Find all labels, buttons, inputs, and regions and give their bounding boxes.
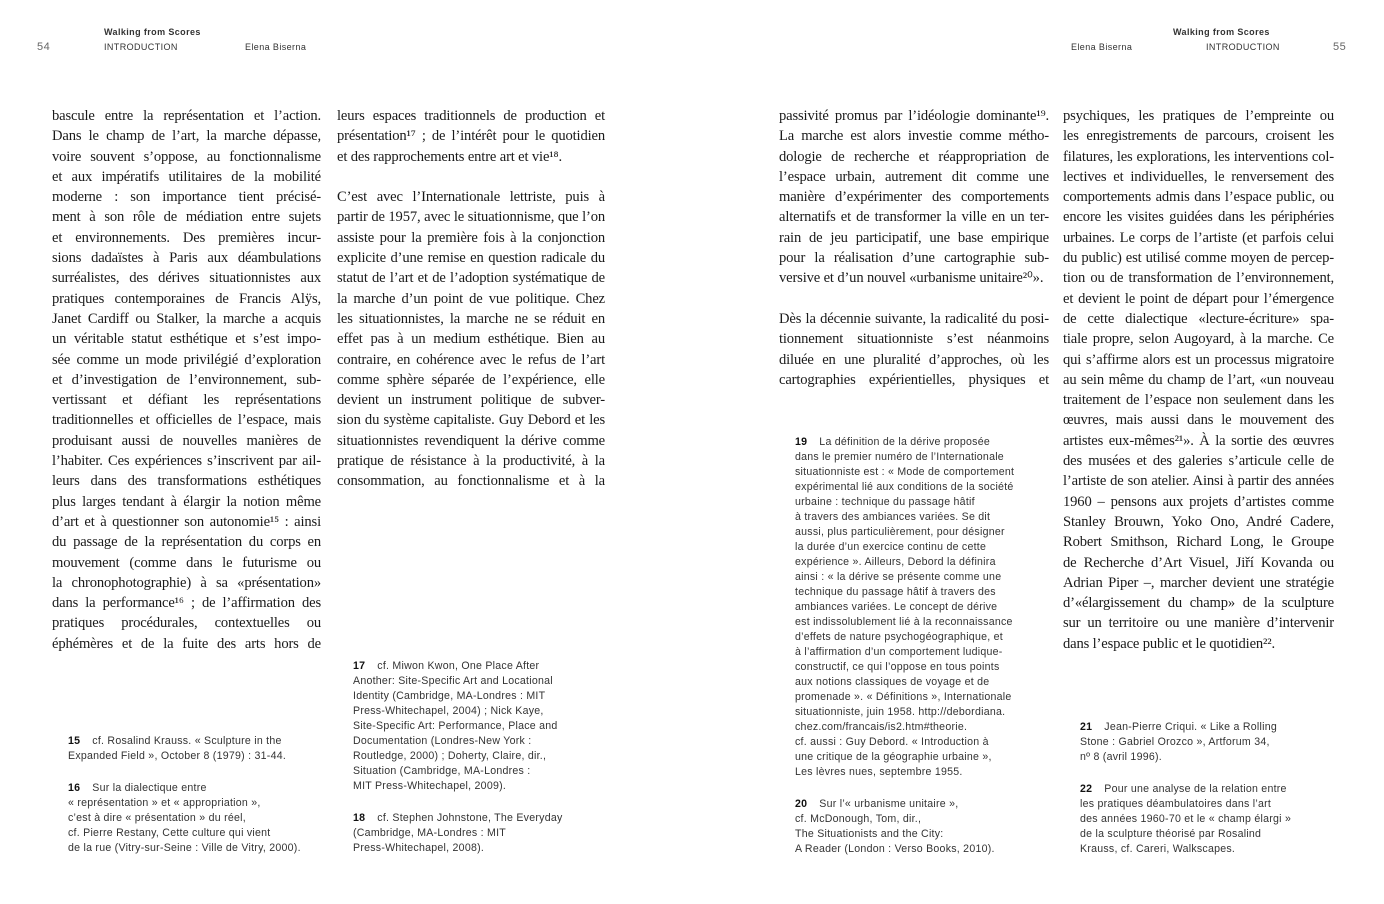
footnote-15 <box>68 734 286 764</box>
footnote-line: ainsi : « la dérive se présente comme une <box>795 571 1002 583</box>
footnote-line: promenade ». « Définitions », Internationale <box>795 691 1012 703</box>
text-line: leurs espaces traditionnels de production et <box>337 108 605 124</box>
footnote-18 <box>353 811 563 856</box>
footnote-line: Krauss, cf. Careri, Walkscapes. <box>1080 843 1236 855</box>
footnote-line <box>353 811 563 826</box>
paragraph <box>779 309 1049 390</box>
author-left: Elena Biserna <box>245 42 307 52</box>
text-line: filatures, les explorations, les interventions col- <box>1063 148 1334 165</box>
text-line: statut de l’art et de l’adoption systématique de <box>337 270 605 287</box>
text-line: pratiques contemporaines de Francis Alÿs, <box>52 290 321 307</box>
footnote-line: cf. Pierre Restany, Cette culture qui vient <box>68 827 271 839</box>
text-line: traditionnelles et officielles de l’espace, mais <box>52 412 321 429</box>
text-line: passivité promus par l’idéologie dominante¹⁹. <box>779 108 1049 124</box>
footnote-line: dans le premier numéro de l’Internationale <box>795 451 1004 463</box>
text-line: pratiques procédurales, contextuelles ou <box>52 615 321 632</box>
footnote-line: Press-Whitechapel, 2008). <box>353 842 485 854</box>
text-line: manière d’expérimenter des comportements <box>779 189 1049 206</box>
footnote-19 <box>795 435 1014 780</box>
footnote-line: constructif, ce qui l’oppose en tous points <box>795 661 1000 673</box>
page-number-left: 54 <box>37 41 51 53</box>
text-line: et aux impératifs utilitaires de la mobilité <box>52 168 321 185</box>
footnote-line: Another: Site-Specific Art and Locational <box>353 675 553 687</box>
footnote-number: 21 <box>1080 721 1093 733</box>
body-column-3 <box>779 106 1049 410</box>
text-line: C’est avec l’Internationale lettriste, puis à <box>337 189 605 206</box>
section-title-right: INTRODUCTION <box>1206 42 1280 52</box>
footnote-number: 20 <box>795 798 808 810</box>
text-line: comme sphère séparée de l’expérience, elle <box>337 371 605 388</box>
footnote-line: les pratiques déambulatoires dans l’art <box>1080 798 1272 810</box>
text-line: qui s’affirme alors est un processus migratoire <box>1063 351 1334 368</box>
footnote-line <box>795 435 1014 450</box>
footnote-line: des années 1960-70 et le « champ élargi » <box>1080 813 1292 825</box>
section-title-left: INTRODUCTION <box>104 42 178 52</box>
author-right: Elena Biserna <box>1071 42 1133 52</box>
text-line: éphémères et de la fuite des arts hors de <box>52 635 321 652</box>
text-line: sur un territoire ou une manière d’intervenir <box>1063 615 1334 632</box>
text-line: les situationnistes, la marche ne se réduit en <box>337 310 605 327</box>
text-line: Dans le champ de l’art, la marche dépasse, <box>52 128 321 145</box>
text-line: dans l’espace public et le quotidien²². <box>1063 635 1276 652</box>
text-line: du public) est utilisé comme moyen de percep- <box>1063 250 1334 267</box>
footnote-text: Pour une analyse de la relation entre <box>1104 783 1287 795</box>
footnote-text: La définition de la dérive proposée <box>819 436 991 448</box>
footnote-line: Identity (Cambridge, MA-Londres : MIT <box>353 690 546 702</box>
footnote-text: cf. Rosalind Krauss. « Sculpture in the <box>92 735 282 747</box>
footnote-line: de la sculpture théorisé par Rosalind <box>1080 828 1262 840</box>
text-line: et d’investigation de l’environnement, sub- <box>52 371 321 388</box>
text-line: la marche d’un point de vue politique. Chez <box>337 290 605 307</box>
text-line: diluée en une pluralité d’approches, où les <box>779 351 1049 368</box>
text-line: explicite d’une remise en question radicale du <box>337 250 605 267</box>
text-line: sions dadaïstes à Paris aux déambulations <box>52 250 321 267</box>
paragraph <box>337 187 605 491</box>
text-line: Robert Smithson, Richard Long, le Groupe <box>1063 534 1334 551</box>
footnote-line: cf. aussi : Guy Debord. « Introduction à <box>795 736 989 748</box>
text-line: d’«élargissement du champ» de la sculpture <box>1063 595 1334 612</box>
text-line: les enregistrements de parcours, croisent les <box>1063 128 1334 145</box>
text-line: Stanley Brouwn, Yoko Ono, André Cadere, <box>1063 513 1334 530</box>
text-line: partir de 1957, avec le situationnisme, que l’on <box>337 209 605 226</box>
text-line: la chronophotographie) à sa «présentation» <box>52 574 321 591</box>
text-line: 1960 – pensons aux projets d’artistes comme <box>1063 493 1334 510</box>
text-line: assiste pour la première fois à la conjonction <box>337 229 605 246</box>
book-title-right: Walking from Scores <box>1173 27 1270 37</box>
footnote-20 <box>795 797 995 857</box>
footnote-line: technique du passage hâtif à travers des <box>795 586 996 598</box>
text-line: l’artiste de son atelier. Ainsi à partir des années <box>1063 473 1334 490</box>
text-line: urbaines. Le corps de l’artiste (et parfois celui <box>1063 229 1334 246</box>
footnote-21 <box>1080 720 1277 765</box>
footnote-line: A Reader (London : Verso Books, 2010). <box>795 843 995 855</box>
text-line: au sein même du champ de l’art, «un nouveau <box>1063 371 1334 388</box>
footnote-line <box>68 734 286 749</box>
text-line: l’habiter. Ces expériences s’inscrivent par ail- <box>52 453 321 470</box>
footnote-line: de la rue (Vitry-sur-Seine : Ville de Vitry, 2000). <box>68 842 301 854</box>
text-line: effet pas à un medium esthétique. Bien au <box>337 331 605 348</box>
text-line: et devient le point de départ pour l’émergence <box>1063 290 1334 307</box>
text-line: tiale propre, selon Augoyard, à la marche. Ce <box>1063 331 1334 348</box>
footnote-line: (Cambridge, MA-Londres : MIT <box>353 827 507 839</box>
footnote-line <box>68 781 301 796</box>
footnote-line: MIT Press-Whitechapel, 2009). <box>353 780 507 792</box>
text-line: comportements admis dans l’espace public, ou <box>1063 189 1334 206</box>
footnote-line: à l’affirmation d’un comportement ludique- <box>795 646 1003 658</box>
text-line: voire souvent s’oppose, au fonctionnalisme <box>52 148 321 165</box>
text-line: Adrian Piper –, marcher devient une stratégie <box>1063 574 1334 591</box>
footnote-line: « représentation » et « appropriation », <box>68 797 261 809</box>
footnote-text: cf. Stephen Johnstone, The Everyday <box>377 812 563 824</box>
paragraph <box>52 106 321 654</box>
footnote-line <box>795 797 995 812</box>
body-column-4 <box>1063 106 1334 674</box>
text-line: sion du système capitaliste. Guy Debord et les <box>337 412 605 429</box>
text-line: produisant aussi de nouvelles manières de <box>52 432 321 449</box>
footnote-line: est indissolublement lié à la reconnaissance <box>795 616 1013 628</box>
footnote-line: chez.com/francais/is2.htm#theorie. <box>795 721 968 733</box>
footnote-line: la durée d’un exercice continu de cette <box>795 541 987 553</box>
text-line: Janet Cardiff ou Stalker, la marche a acquis <box>52 310 321 327</box>
text-line: alternatifs et de transformer la ville en un ter- <box>779 209 1049 226</box>
text-line: mouvement (comme dans le futurisme ou <box>52 554 321 571</box>
page-number-right: 55 <box>1333 41 1347 53</box>
text-line: situationnistes revendiquent la dérive comme <box>337 432 605 449</box>
paragraph <box>1063 106 1334 654</box>
footnote-line <box>353 659 558 674</box>
footnote-line: Site-Specific Art: Performance, Place and <box>353 720 558 732</box>
text-line: présentation¹⁷ ; de l’intérêt pour le quotidien <box>337 128 605 145</box>
footnote-line: ambiances variées. Le concept de dérive <box>795 601 998 613</box>
footnote-line: situationniste est : « Mode de comportement <box>795 466 1015 478</box>
footnote-line: Press-Whitechapel, 2004) ; Nick Kaye, <box>353 705 544 717</box>
paragraph <box>779 106 1049 289</box>
footnote-line: cf. McDonough, Tom, dir., <box>795 813 922 825</box>
text-line: consommation, au fonctionnalisme et à la <box>337 473 605 490</box>
paragraph <box>337 106 605 167</box>
footnote-text: Jean-Pierre Criqui. « Like a Rolling <box>1104 721 1277 733</box>
text-line: Dès la décennie suivante, la radicalité du posi- <box>779 310 1049 327</box>
text-line: encore les visites guidées dans les périphéries <box>1063 209 1334 226</box>
text-line: cartographies expérientielles, physiques et <box>779 371 1049 388</box>
body-column-1 <box>52 106 321 674</box>
footnote-line: c’est à dire « présentation » du réel, <box>68 812 246 824</box>
footnote-text: cf. Miwon Kwon, One Place After <box>377 660 540 672</box>
text-line: d’art et à questionner son autonomie¹⁵ : ainsi <box>52 513 321 530</box>
text-line: et environnements. Des premières incur- <box>52 229 321 246</box>
text-line: œuvres, mais aussi dans le mouvement des <box>1063 412 1334 429</box>
text-line: vertissant et défiant les représentations <box>52 392 321 409</box>
text-line: plus larges tendant à élargir la notion même <box>52 493 321 510</box>
footnote-line: Situation (Cambridge, MA-Londres : <box>353 765 531 777</box>
footnote-text: Sur la dialectique entre <box>92 782 207 794</box>
text-line: pour la réalisation d’une cartographie sub- <box>779 250 1049 267</box>
text-line: versive et d’un nouvel «urbanisme unitaire²⁰». <box>779 270 1044 287</box>
text-line: artistes eux-mêmes²¹». À la sortie des œuvres <box>1063 432 1334 449</box>
text-line: ment à son rôle de médiation entre sujets <box>52 209 321 226</box>
text-line: pratique de résistance à la productivité, à la <box>337 453 605 470</box>
footnote-number: 19 <box>795 436 808 448</box>
footnote-line: nº 8 (avril 1996). <box>1080 751 1162 763</box>
text-line: l’espace urbain, autrement dit comme une <box>779 168 1049 185</box>
footnote-number: 18 <box>353 812 366 824</box>
text-line: et des rapprochements entre art et vie¹⁸. <box>337 148 562 165</box>
footnote-line <box>1080 782 1291 797</box>
text-line: leurs dans des transformations esthétiques <box>52 473 321 490</box>
text-line: de Recherche d’Art Visuel, Jiří Kovanda ou <box>1063 554 1334 571</box>
footnote-line: Stone : Gabriel Orozco », Artforum 34, <box>1080 736 1270 748</box>
text-line: surréalistes, des dérives situationnistes aux <box>52 270 321 287</box>
body-column-2 <box>337 106 605 512</box>
text-line: sée comme un mode privilégié d’exploration <box>52 351 321 368</box>
footnote-line: Routledge, 2000) ; Doherty, Claire, dir., <box>353 750 547 762</box>
footnote-line: aux notions classiques de voyage et de <box>795 676 990 688</box>
footnote-number: 15 <box>68 735 81 747</box>
footnote-line: The Situationists and the City: <box>795 828 944 840</box>
text-line: devient un instrument politique de subver- <box>337 392 605 409</box>
footnote-17 <box>353 659 558 794</box>
text-line: bascule entre la représentation et l’action. <box>52 108 321 124</box>
text-line: dans la performance¹⁶ ; de l’affirmation des <box>52 595 321 612</box>
footnote-line: expérience ». Ailleurs, Debord la définira <box>795 556 996 568</box>
text-line: lectives et individuelles, le renversement des <box>1063 168 1334 185</box>
footnote-number: 22 <box>1080 783 1093 795</box>
footnote-22 <box>1080 782 1291 857</box>
footnote-line: à travers des ambiances variées. Se dit <box>795 511 991 523</box>
text-line: contraire, en cohérence avec le refus de l’art <box>337 351 605 368</box>
footnote-line: Les lèvres nues, septembre 1955. <box>795 766 963 778</box>
text-line: des musées et des galeries s’articule celle de <box>1063 453 1334 470</box>
text-line: La marche est alors investie comme métho- <box>779 128 1049 145</box>
text-line: rain de jeu participatif, une base empirique <box>779 229 1049 246</box>
footnote-text: Sur l’« urbanisme unitaire », <box>819 798 959 810</box>
footnote-line: Expanded Field », October 8 (1979) : 31-44. <box>68 750 287 762</box>
text-line: traitement de l’espace non seulement dans les <box>1063 392 1334 409</box>
footnote-line: d’effets de nature psychogéographique, et <box>795 631 1003 643</box>
text-line: tion ou de transformation de l’environnement, <box>1063 270 1334 287</box>
footnote-line: une critique de la géographie urbaine », <box>795 751 992 763</box>
text-line: tionnement situationniste s’est néanmoins <box>779 331 1049 348</box>
footnote-line: urbaine : technique du passage hâtif <box>795 496 975 508</box>
footnote-line: Documentation (Londres-New York : <box>353 735 532 747</box>
footnote-line <box>1080 720 1277 735</box>
text-line: moderne : son importance tient précisé- <box>52 189 321 206</box>
footnote-number: 17 <box>353 660 366 672</box>
text-line: un véritable statut esthétique et s’est impo- <box>52 331 321 348</box>
book-title-left: Walking from Scores <box>104 27 201 37</box>
footnote-line: expérimental lié aux conditions de la société <box>795 481 1014 493</box>
footnote-line: aussi, plus particulièrement, pour désigner <box>795 526 1005 538</box>
footnote-number: 16 <box>68 782 81 794</box>
text-line: de cette dialectique «lecture-écriture» spa- <box>1063 310 1334 327</box>
text-line: du passage de la représentation du corps en <box>52 534 321 551</box>
text-line: psychiques, les pratiques de l’empreinte ou <box>1063 108 1334 124</box>
text-line: dologie de recherche et réappropriation de <box>779 148 1049 165</box>
footnote-16 <box>68 781 301 856</box>
footnote-line: situationniste, juin 1958. http://debordiana. <box>795 706 1006 718</box>
